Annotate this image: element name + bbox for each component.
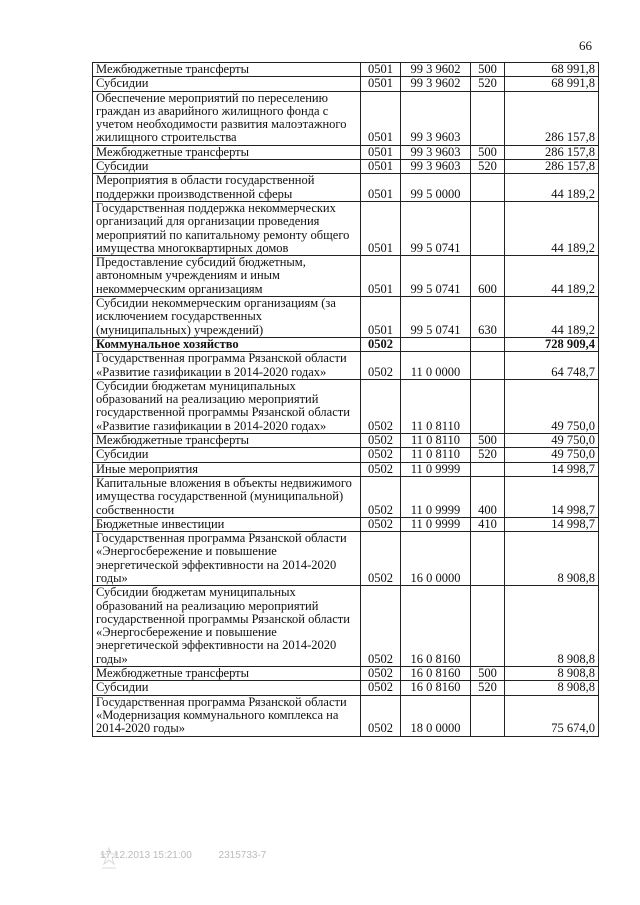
row-section-cell: 0502 [361, 695, 401, 736]
row-csr-cell [401, 337, 471, 351]
row-csr-cell: 16 0 8160 [401, 681, 471, 695]
row-type-cell: 630 [471, 297, 505, 338]
row-csr-cell: 16 0 8160 [401, 586, 471, 667]
table-row [93, 667, 599, 681]
budget-table [92, 62, 599, 737]
table-row [93, 160, 599, 174]
row-csr-cell: 99 5 0741 [401, 297, 471, 338]
row-sum-cell: 44 189,2 [505, 256, 599, 297]
row-name-cell: Межбюджетные трансферты [93, 434, 361, 448]
row-csr-cell: 99 5 0000 [401, 174, 471, 202]
row-csr-cell: 11 0 9999 [401, 517, 471, 531]
budget-table-body [93, 63, 599, 737]
row-sum-cell: 14 998,7 [505, 517, 599, 531]
row-section-cell: 0502 [361, 448, 401, 462]
row-name-cell: Предоставление субсидий бюджетным, автономным учреждениям и иным некоммерческим организациям [93, 256, 361, 297]
row-csr-cell: 11 0 8110 [401, 448, 471, 462]
row-csr-cell: 11 0 8110 [401, 434, 471, 448]
row-csr-cell: 99 3 9602 [401, 77, 471, 91]
row-section-cell: 0502 [361, 586, 401, 667]
row-name-cell: Обеспечение мероприятий по переселению граждан из аварийного жилищного фонда с учетом необходимости развития малоэтажного жилищного строительства [93, 91, 361, 145]
row-section-cell: 0501 [361, 91, 401, 145]
row-sum-cell: 49 750,0 [505, 448, 599, 462]
footer-code: 2315733-7 [218, 850, 267, 861]
row-section-cell: 0502 [361, 352, 401, 380]
row-type-cell: 520 [471, 448, 505, 462]
row-sum-cell: 68 991,8 [505, 77, 599, 91]
row-sum-cell: 49 750,0 [505, 434, 599, 448]
row-csr-cell: 99 5 0741 [401, 256, 471, 297]
row-csr-cell: 99 3 9602 [401, 63, 471, 77]
row-type-cell: 500 [471, 145, 505, 159]
row-section-cell: 0501 [361, 256, 401, 297]
row-csr-cell: 11 0 0000 [401, 352, 471, 380]
row-sum-cell: 8 908,8 [505, 681, 599, 695]
table-row [93, 77, 599, 91]
row-name-cell: Субсидии [93, 77, 361, 91]
row-type-cell: 400 [471, 476, 505, 517]
table-row [93, 91, 599, 145]
row-type-cell: 500 [471, 434, 505, 448]
row-name-cell: Субсидии некоммерческим организациям (за исключением государственных (муниципальных) учреждений) [93, 297, 361, 338]
row-csr-cell: 16 0 8160 [401, 667, 471, 681]
table-row [93, 448, 599, 462]
row-section-cell: 0501 [361, 77, 401, 91]
row-section-cell: 0501 [361, 174, 401, 202]
table-row [93, 695, 599, 736]
row-type-cell: 410 [471, 517, 505, 531]
footer-date: 17.12.2013 15:21:00 [100, 850, 192, 861]
row-name-cell: Субсидии бюджетам муниципальных образований на реализацию мероприятий государственной программы Рязанской области «Энергосбережение и повышение энергетической эффективности на 2014-2020 годы» [93, 586, 361, 667]
row-name-cell: Иные мероприятия [93, 462, 361, 476]
row-sum-cell: 8 908,8 [505, 667, 599, 681]
row-sum-cell: 68 991,8 [505, 63, 599, 77]
row-name-cell: Мероприятия в области государственной поддержки производственной сферы [93, 174, 361, 202]
row-sum-cell: 44 189,2 [505, 201, 599, 255]
row-section-cell: 0502 [361, 462, 401, 476]
row-sum-cell: 49 750,0 [505, 379, 599, 433]
row-name-cell: Межбюджетные трансферты [93, 667, 361, 681]
row-type-cell [471, 91, 505, 145]
row-section-cell: 0502 [361, 434, 401, 448]
row-csr-cell: 11 0 9999 [401, 476, 471, 517]
footer [100, 850, 290, 861]
row-name-cell: Субсидии [93, 160, 361, 174]
row-type-cell: 600 [471, 256, 505, 297]
row-section-cell: 0501 [361, 297, 401, 338]
row-section-cell: 0502 [361, 379, 401, 433]
row-sum-cell: 75 674,0 [505, 695, 599, 736]
row-section-cell: 0501 [361, 63, 401, 77]
table-row [93, 63, 599, 77]
row-type-cell [471, 201, 505, 255]
row-name-cell: Государственная поддержка некоммерческих организаций для организации проведения мероприятий по капитальному ремонту общего имущества многоквартирных домов [93, 201, 361, 255]
row-section-cell: 0502 [361, 476, 401, 517]
row-name-cell: Капитальные вложения в объекты недвижимого имущества государственной (муниципальной) собственности [93, 476, 361, 517]
table-row [93, 352, 599, 380]
row-sum-cell: 64 748,7 [505, 352, 599, 380]
table-row [93, 297, 599, 338]
row-type-cell [471, 532, 505, 586]
row-name-cell: Субсидии [93, 448, 361, 462]
row-csr-cell: 99 5 0741 [401, 201, 471, 255]
row-section-cell: 0502 [361, 337, 401, 351]
row-sum-cell: 728 909,4 [505, 337, 599, 351]
table-row [93, 379, 599, 433]
row-type-cell: 520 [471, 681, 505, 695]
row-csr-cell: 11 0 9999 [401, 462, 471, 476]
table-row [93, 532, 599, 586]
row-csr-cell: 11 0 8110 [401, 379, 471, 433]
row-sum-cell: 286 157,8 [505, 91, 599, 145]
row-csr-cell: 16 0 0000 [401, 532, 471, 586]
row-type-cell: 520 [471, 77, 505, 91]
row-name-cell: Межбюджетные трансферты [93, 63, 361, 77]
table-row [93, 174, 599, 202]
table-row [93, 681, 599, 695]
row-name-cell: Государственная программа Рязанской области «Энергосбережение и повышение энергетической эффективности на 2014-2020 годы» [93, 532, 361, 586]
row-name-cell: Государственная программа Рязанской области «Развитие газификации в 2014-2020 годах» [93, 352, 361, 380]
row-type-cell [471, 174, 505, 202]
table-row [93, 256, 599, 297]
row-name-cell: Субсидии бюджетам муниципальных образований на реализацию мероприятий государственной программы Рязанской области «Развитие газификации в 2014-2020 годах» [93, 379, 361, 433]
row-type-cell [471, 586, 505, 667]
table-row [93, 462, 599, 476]
table-row [93, 145, 599, 159]
row-sum-cell: 286 157,8 [505, 160, 599, 174]
row-type-cell: 520 [471, 160, 505, 174]
row-csr-cell: 18 0 0000 [401, 695, 471, 736]
row-csr-cell: 99 3 9603 [401, 91, 471, 145]
row-section-cell: 0501 [361, 160, 401, 174]
table-row [93, 434, 599, 448]
row-name-cell: Коммунальное хозяйство [93, 337, 361, 351]
row-sum-cell: 8 908,8 [505, 532, 599, 586]
row-type-cell: 500 [471, 667, 505, 681]
row-type-cell [471, 695, 505, 736]
table-row [93, 476, 599, 517]
table-row [93, 517, 599, 531]
page-number: 66 [579, 38, 592, 53]
row-type-cell [471, 462, 505, 476]
row-name-cell: Бюджетные инвестиции [93, 517, 361, 531]
row-sum-cell: 44 189,2 [505, 297, 599, 338]
row-sum-cell: 44 189,2 [505, 174, 599, 202]
row-csr-cell: 99 3 9603 [401, 160, 471, 174]
table-row [93, 586, 599, 667]
row-name-cell: Межбюджетные трансферты [93, 145, 361, 159]
row-name-cell: Субсидии [93, 681, 361, 695]
row-section-cell: 0501 [361, 201, 401, 255]
table-row [93, 337, 599, 351]
row-section-cell: 0501 [361, 145, 401, 159]
row-sum-cell: 14 998,7 [505, 462, 599, 476]
row-csr-cell: 99 3 9603 [401, 145, 471, 159]
row-type-cell [471, 337, 505, 351]
row-section-cell: 0502 [361, 517, 401, 531]
row-section-cell: 0502 [361, 681, 401, 695]
row-section-cell: 0502 [361, 532, 401, 586]
row-sum-cell: 14 998,7 [505, 476, 599, 517]
row-type-cell: 500 [471, 63, 505, 77]
row-sum-cell: 8 908,8 [505, 586, 599, 667]
row-type-cell [471, 379, 505, 433]
row-name-cell: Государственная программа Рязанской области «Модернизация коммунального комплекса на 2014-2020 годы» [93, 695, 361, 736]
row-section-cell: 0502 [361, 667, 401, 681]
row-type-cell [471, 352, 505, 380]
row-sum-cell: 286 157,8 [505, 145, 599, 159]
table-row [93, 201, 599, 255]
